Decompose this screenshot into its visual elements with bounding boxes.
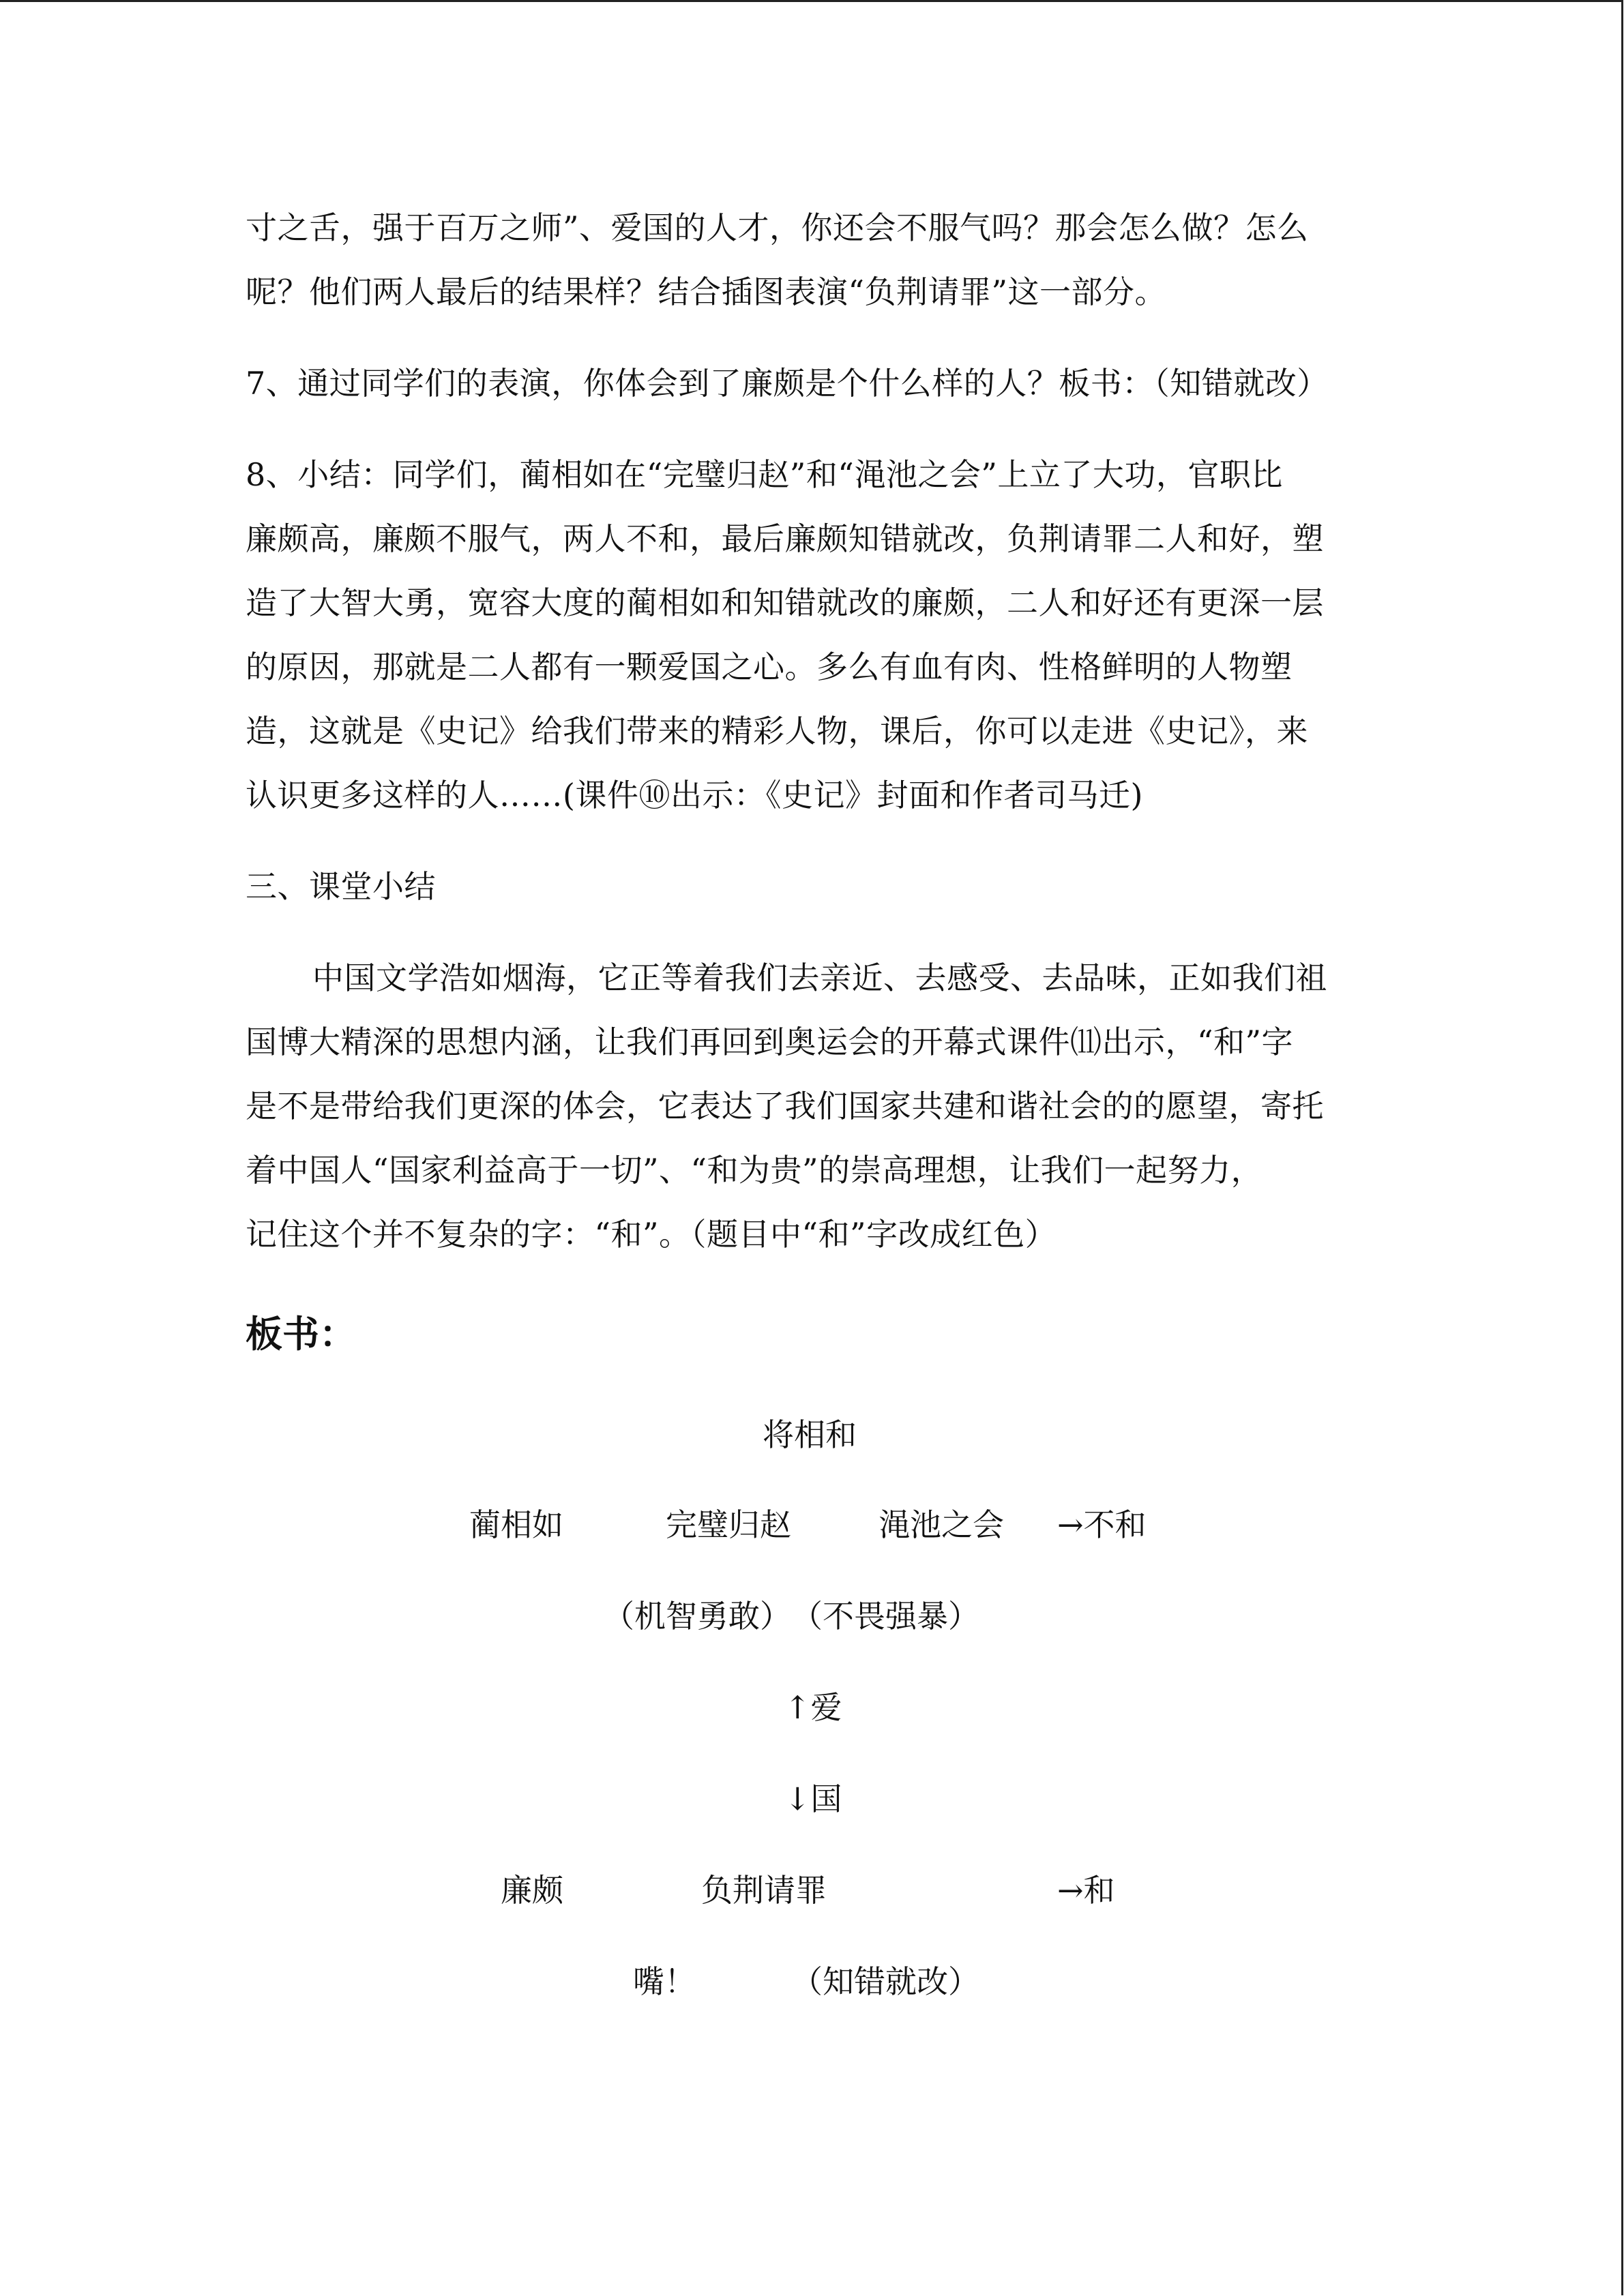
board-heading: 板书： xyxy=(246,1312,356,1356)
paragraph-line: 中国文学浩如烟海，它正等着我们去亲近、去感受、去品味，正如我们祖 xyxy=(312,959,1327,996)
paragraph-line: 造，这就是《史记》给我们带来的精彩人物，课后，你可以走进《史记》，来 xyxy=(246,713,1308,749)
paragraph-line: 是不是带给我们更深的体会，它表达了我们国家共建和谐社会的的愿望，寄托 xyxy=(246,1088,1324,1124)
paragraph-line: 造了大智大勇，宽容大度的蔺相如和知错就改的廉颇，二人和好还有更深一层 xyxy=(246,584,1324,621)
board-down-arrow: ↓国 xyxy=(784,1780,842,1817)
paragraph-line: 寸之舌，强于百万之师”、爱国的人才，你还会不服气吗？那会怎么做？怎么 xyxy=(246,209,1309,246)
board-name-lianpo: 廉颇 xyxy=(501,1872,563,1909)
paragraph-line: 的原因，那就是二人都有一颗爱国之心。多么有血有肉、性格鲜明的人物塑 xyxy=(246,648,1293,685)
paragraph-line: 8、小结：同学们，蔺相如在“完璧归赵”和“渑池之会”上立了大功，官职比 xyxy=(246,456,1283,493)
board-event-mianchi: 渑池之会 xyxy=(879,1506,1004,1543)
board-event-wanbi: 完璧归赵 xyxy=(666,1506,791,1543)
board-trait-jizhi: （机智勇敢） xyxy=(603,1598,791,1635)
board-trait-zhicuo: （知错就改） xyxy=(791,1963,979,2000)
board-result-buhe: →不和 xyxy=(1057,1506,1147,1543)
board-trait-buwei: （不畏强暴） xyxy=(791,1598,979,1635)
paragraph-line: 呢？他们两人最后的结果样？结合插图表演“负荆请罪”这一部分。 xyxy=(246,273,1167,310)
board-result-he: →和 xyxy=(1057,1872,1115,1909)
paragraph-line: 国博大精深的思想内涵，让我们再回到奥运会的开幕式课件⑾出示，“和”字 xyxy=(246,1024,1294,1060)
board-event-fujing: 负荆请罪 xyxy=(701,1872,827,1909)
paragraph-line: 着中国人“国家利益高于一切”、“和为贵”的崇高理想，让我们一起努力， xyxy=(246,1152,1263,1189)
board-title: 将相和 xyxy=(763,1416,857,1453)
paragraph-line: 认识更多这样的人……(课件⑩出示：《史记》封面和作者司马迁) xyxy=(246,777,1143,814)
paragraph-line: 记住这个并不复杂的字：“和”。（题目中“和”字改成红色） xyxy=(246,1216,1057,1253)
paragraph-line: 廉颇高，廉颇不服气，两人不和，最后廉颇知错就改，负荆请罪二人和好，塑 xyxy=(246,520,1324,557)
board-up-arrow: ↑爱 xyxy=(784,1689,842,1726)
board-exclaim: 嘴！ xyxy=(633,1963,696,2000)
paragraph-line: 7、通过同学们的表演，你体会到了廉颇是个什么样的人？板书：（知错就改） xyxy=(246,365,1329,402)
section-title: 三、课堂小结 xyxy=(246,868,436,905)
board-name-lin: 蔺相如 xyxy=(469,1506,563,1543)
